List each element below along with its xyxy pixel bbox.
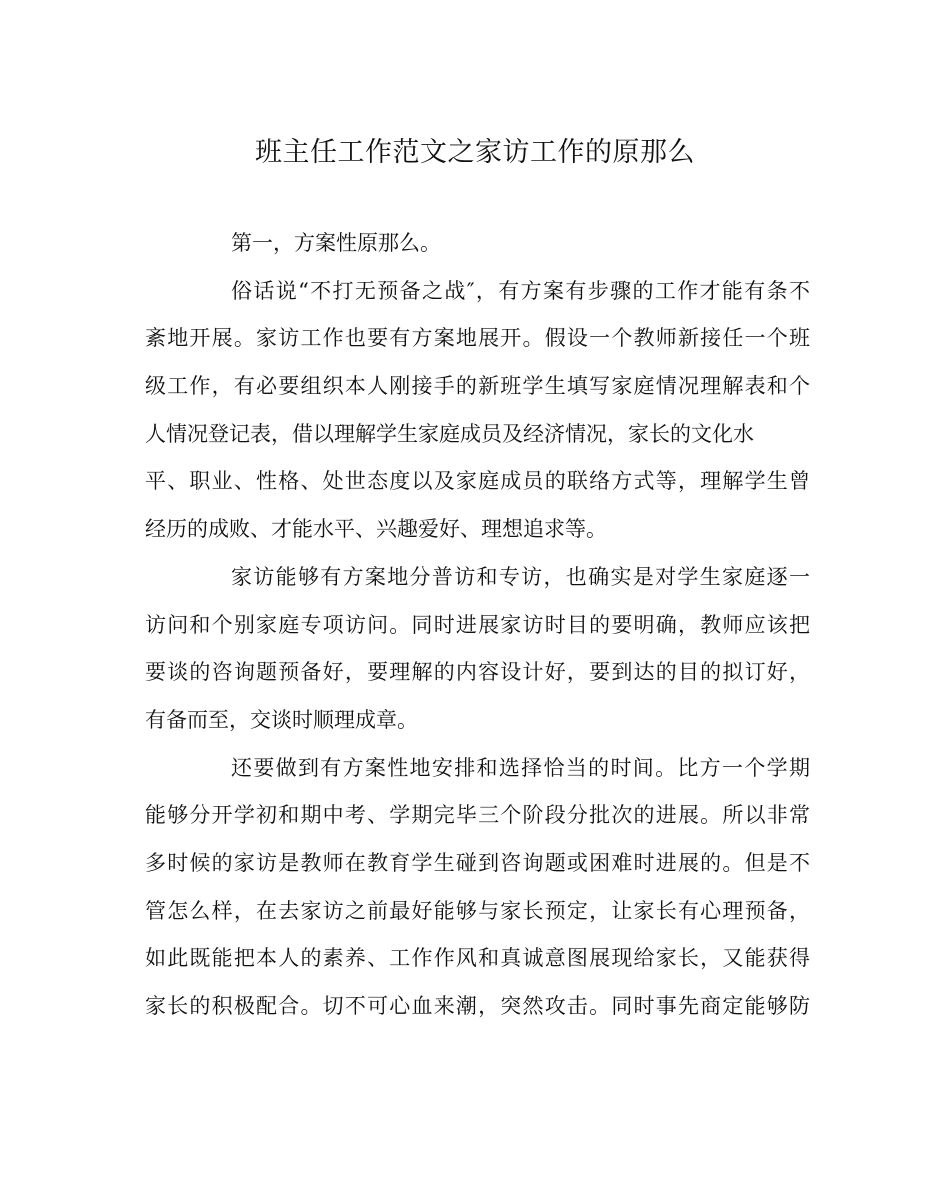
paragraph-line: 家长的积极配合。切不可心血来潮，突然攻击。同时事先商定能够防 (145, 994, 810, 1018)
paragraph-line: 如此既能把本人的素养、工作作风和真诚意图展现给家长，又能获得 (145, 946, 810, 971)
paragraph-line: 级工作，有必要组织本人刚接手的新班学生填写家庭情况理解表和个 (145, 374, 810, 399)
paragraph-line: 能够分开学初和期中考、学期完毕三个阶段分批次的进展。所以非常 (145, 803, 810, 828)
document-title: 班主任工作范文之家访工作的原那么 (255, 137, 695, 168)
paragraph-line: 多时候的家访是教师在教育学生碰到咨询题或困难时进展的。但是不 (145, 850, 810, 875)
paragraph-line: 平、职业、性格、处世态度以及家庭成员的联络方式等，理解学生曾 (145, 469, 810, 494)
paragraph-line: 要谈的咨询题预备好，要理解的内容设计好，要到达的目的拟订好， (145, 660, 810, 685)
paragraph-line: 访问和个别家庭专项访问。同时进展家访时目的要明确，教师应该把 (145, 612, 810, 637)
paragraph-line: 管怎么样，在去家访之前最好能够与家长预定，让家长有心理预备， (145, 898, 810, 923)
paragraph-line: 第一，方案性原那么。 (231, 231, 441, 255)
paragraph-line: 还要做到有方案性地安排和选择恰当的时间。比方一个学期 (231, 755, 810, 780)
paragraph-line: 俗话说“不打无预备之战″，有方案有步骤的工作才能有条不 (231, 278, 810, 303)
paragraph-line: 经历的成败、才能水平、兴趣爱好、理想追求等。 (145, 517, 607, 542)
paragraph-line: 人情况登记表，借以理解学生家庭成员及经济情况，家长的文化水 (145, 421, 754, 446)
paragraph-line: 家访能够有方案地分普访和专访，也确实是对学生家庭逐一 (231, 564, 810, 589)
paragraph-line: 有备而至，交谈时顺理成章。 (145, 707, 418, 732)
paragraph-line: 紊地开展。家访工作也要有方案地展开。假设一个教师新接任一个班 (145, 326, 810, 351)
document-body (145, 220, 810, 1031)
